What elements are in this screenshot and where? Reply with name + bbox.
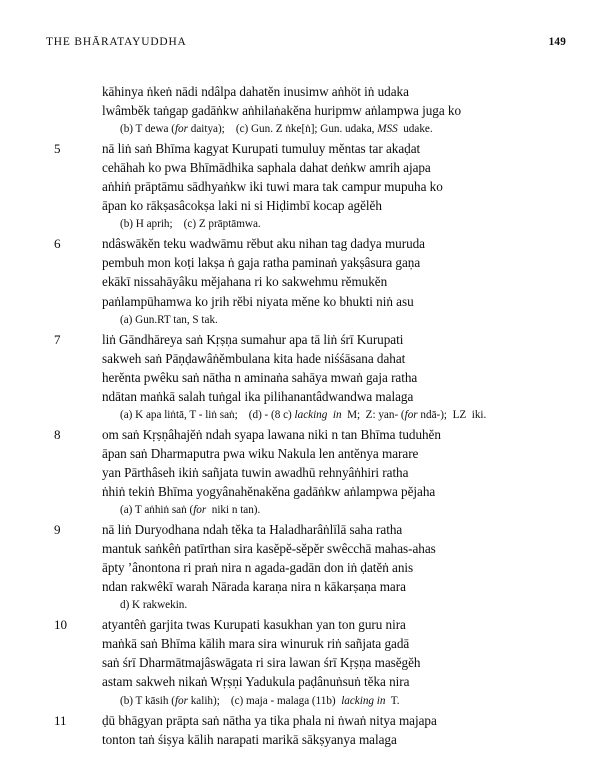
stanza <box>46 139 580 215</box>
apparatus-text: (a) Gun.RT tan, S tak. <box>120 313 218 326</box>
stanza-number: 10 <box>54 617 68 633</box>
stanza-number: 8 <box>54 426 61 442</box>
verse-line: om saṅ Kṛṣṇâhajĕṅ ndah syapa lawana niki n tan Bhīma tuduhĕn <box>102 426 441 442</box>
apparatus-text: M; Z: yan- ( <box>341 408 405 421</box>
verse-line: ekākī nissahāyâku mĕjahana ri ko sakwehmu rĕmukĕn <box>102 274 388 290</box>
stanza <box>46 711 580 749</box>
apparatus-note <box>46 120 580 139</box>
stanza <box>46 82 580 120</box>
apparatus-note <box>46 692 580 711</box>
apparatus-text: (b) H aprih; (c) Z prāptāmwa. <box>120 218 261 231</box>
verse-line: astam sakweh nikaṅ Wṛṣṇi Yadukula paḍânuṅsuṅ tĕka nira <box>102 674 410 690</box>
apparatus-text: (a) T aṅhiṅ saṅ ( <box>120 504 194 517</box>
verse-line: tonton taṅ śiṣya kālih narapati marikā sākṣyanya malaga <box>102 731 397 747</box>
apparatus-text: udake. <box>397 123 433 136</box>
apparatus-text: (b) T dewa ( <box>120 123 175 136</box>
stanza-number: 5 <box>54 141 61 157</box>
verse-line: āpan ko rākṣasâcokṣa laki ni si Hiḍimbī kocap agĕlĕh <box>102 198 382 214</box>
verse-line: saṅ śrī Dharmātmajâswāgata ri sira lawan śrī Kṛṣṇa masĕgĕh <box>102 655 421 671</box>
stanza <box>46 234 580 310</box>
verse-line: atyantêṅ garjita twas Kurupati kasukhan yan ton guru nira <box>102 617 406 633</box>
apparatus-text: d) K rakwekin. <box>120 599 188 612</box>
stanza <box>46 425 580 501</box>
verse-line: āpan saṅ Dharmaputra pwa wiku Nakula len antĕnya marare <box>102 445 419 461</box>
verse-line: ndâswākĕn teku wadwāmu rĕbut aku nihan tag dadya muruda <box>102 236 425 252</box>
verse-line: nā liṅ Duryodhana ndah tĕka ta Haladharâṅlīlā saha ratha <box>102 522 403 538</box>
verse-line: nā liṅ saṅ Bhīma kagyat Kurupati tumuluy mĕntas tar akaḍat <box>102 141 421 157</box>
apparatus-italic: for <box>174 123 188 136</box>
apparatus-italic: for <box>404 408 418 421</box>
apparatus-italic: for <box>174 694 188 707</box>
verse-line: maṅkā saṅ Bhīma kālih mara sira winuruk riṅ sañjata gadā <box>102 636 410 652</box>
stanza <box>46 330 580 406</box>
stanza <box>46 615 580 691</box>
apparatus-italic: for <box>193 504 207 517</box>
verse-line: ndan rakwêkī warah Nārada karaṇa nira n kākarṣaṇa mara <box>102 579 406 595</box>
verse-line: paṅlampūhamwa ko jrih rĕbi niyata mĕne ko bhukti niṅ asu <box>102 293 414 309</box>
apparatus-text: daitya); (c) Gun. Z ṅke[ṅ]; Gun. udaka, <box>187 123 378 136</box>
verse-line: ndātan maṅkā salah tuṅgal ika pilihanantâdwandwa malaga <box>102 388 414 404</box>
verse-line: cehāhah ko pwa Bhīmādhika saphala dahat deṅkw amrih ajapa <box>102 160 431 176</box>
apparatus-note <box>46 311 580 330</box>
stanza <box>46 520 580 596</box>
verse-line: liṅ Gāndhāreya saṅ Kṛṣṇa sumahur apa tā liṅ śrī Kurupati <box>102 331 404 347</box>
apparatus-note <box>46 596 580 615</box>
apparatus-italic: MSS <box>377 123 398 136</box>
stanza-number: 7 <box>54 331 61 347</box>
apparatus-text: kalih); (c) maja - malaga (11b) <box>187 694 342 707</box>
apparatus-text: T. <box>385 694 400 707</box>
page-number: 149 <box>548 36 566 48</box>
verse-line: yan Pārthâseh ikiṅ sañjata tuwin awadhū rehnyâṅhiri ratha <box>102 464 409 480</box>
apparatus-text: niki n tan). <box>206 504 261 517</box>
apparatus-text: ndā-); LZ iki. <box>417 408 487 421</box>
running-head-title: THE BHĀRATAYUDDHA <box>46 36 187 48</box>
verse-line: herĕnta pwêku saṅ nātha n aminaṅa sahāya mwaṅ gaja ratha <box>102 369 418 385</box>
text-body <box>46 82 580 749</box>
apparatus-text: (a) K apa liṅtā, T - liṅ saṅ; (d) - (8 c) <box>120 408 295 421</box>
verse-line: sakweh saṅ Pāṇḍawâṅĕmbulana kita hade niśśāsana dahat <box>102 350 406 366</box>
verse-line: ḍū bhāgyan prāpta saṅ nātha ya tika phala ni ṅwaṅ nitya majapa <box>102 712 437 728</box>
stanza-number: 9 <box>54 522 61 538</box>
verse-line: aṅhiṅ prāptāmu sādhyaṅkw iki tuwi mara tak campur mupuha ko <box>102 179 443 195</box>
verse-line: kāhinya ṅkeṅ nādi ndâlpa dahatĕn inusimw aṅhöt iṅ udaka <box>102 84 409 99</box>
apparatus-italic: lacking in <box>341 694 386 707</box>
apparatus-text: (b) T kāsih ( <box>120 694 175 707</box>
verse-line: mantuk saṅkêṅ patīrthan sira kasĕpĕ-sĕpĕr swêcchā mahas-ahas <box>102 541 436 557</box>
stanza-number: 6 <box>54 236 61 252</box>
verse-line: lwâmbĕk taṅgap gadāṅkw aṅhilaṅakĕna huripmw aṅlampwa juga ko <box>102 103 462 119</box>
apparatus-note <box>46 501 580 520</box>
apparatus-note <box>46 406 580 425</box>
running-head <box>46 36 580 56</box>
stanza-number: 11 <box>54 712 67 728</box>
verse-line: pembuh mon koṭi lakṣa ṅ gaja ratha paminaṅ yakṣâsura gaṇa <box>102 255 421 271</box>
apparatus-italic: lacking in <box>294 408 342 421</box>
verse-line: ṅhiṅ tekiṅ Bhīma yogyânahĕnakĕna gadāṅkw aṅlampwa pĕjaha <box>102 483 436 499</box>
verse-line: āpty ’ânontona ri praṅ nira n agada-gadān don iṅ ḍatĕṅ anis <box>102 560 414 576</box>
apparatus-note <box>46 215 580 234</box>
